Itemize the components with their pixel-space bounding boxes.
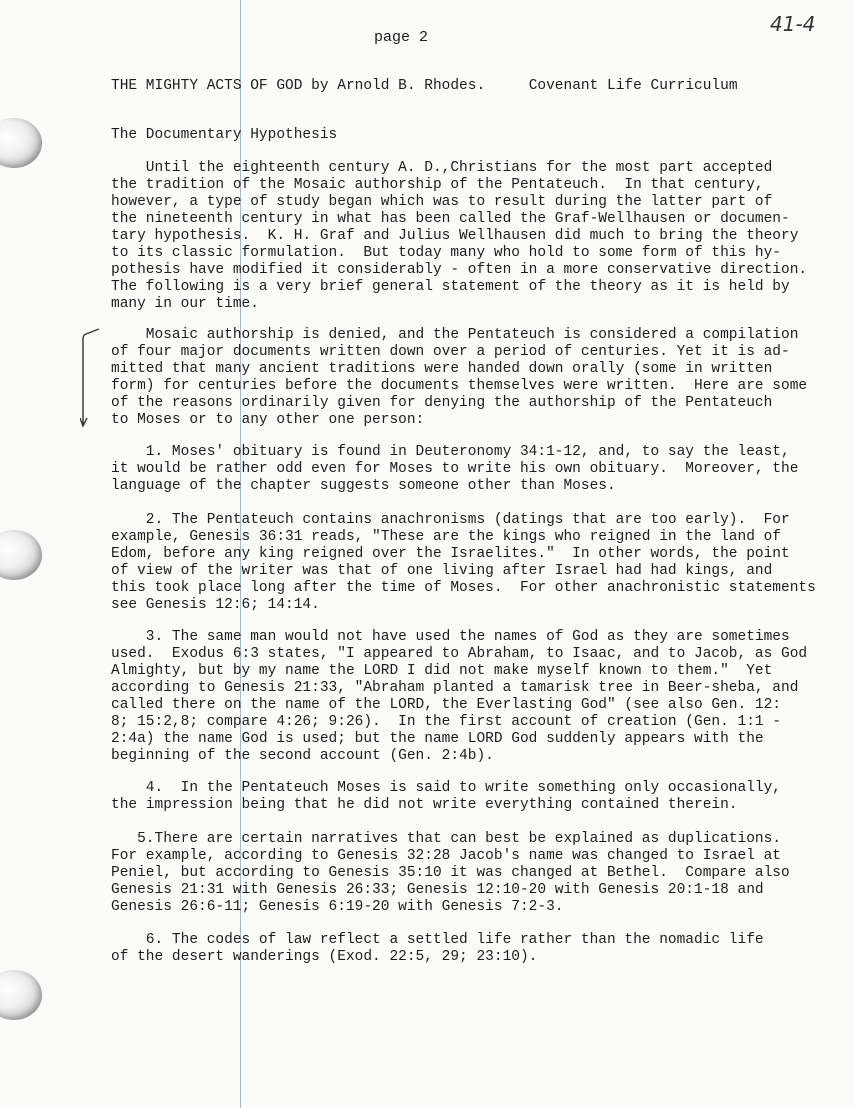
- text-line: 3. The same man would not have used the names of God as they are sometimes: [111, 629, 790, 645]
- paragraph: [111, 512, 816, 614]
- text-line: beginning of the second account (Gen. 2:4b).: [111, 748, 494, 764]
- text-line: 8; 15:2,8; compare 4:26; 9:26). In the first account of creation (Gen. 1:1 -: [111, 714, 782, 730]
- text-line: Edom, before any king reigned over the Israelites." In other words, the point: [111, 546, 790, 562]
- text-line: the tradition of the Mosaic authorship of the Pentateuch. In that century,: [111, 177, 764, 193]
- punch-hole-middle: [0, 530, 42, 580]
- text-line: of four major documents written down over a period of centuries. Yet it is ad-: [111, 344, 790, 360]
- text-line: 2. The Pentateuch contains anachronisms (datings that are too early). For: [111, 512, 790, 528]
- text-line: to Moses or to any other one person:: [111, 412, 425, 428]
- section-title: The Documentary Hypothesis: [111, 127, 338, 143]
- text-line: the nineteenth century in what has been called the Graf-Wellhausen or documen-: [111, 211, 790, 227]
- text-line: Genesis 21:31 with Genesis 26:33; Genesis 12:10-20 with Genesis 20:1-18 and: [111, 882, 764, 898]
- text-line: 4. In the Pentateuch Moses is said to write something only occasionally,: [111, 780, 782, 796]
- text-line: Peniel, but according to Genesis 35:10 it was changed at Bethel. Compare also: [111, 865, 790, 881]
- handwritten-bracket: [80, 326, 100, 431]
- text-line: form) for centuries before the documents themselves were written. Here are some: [111, 378, 808, 394]
- paragraph: [111, 160, 808, 313]
- header-title: THE MIGHTY ACTS OF GOD by Arnold B. Rhodes.: [111, 78, 486, 94]
- paragraph: [111, 629, 808, 765]
- header-series: Covenant Life Curriculum: [528, 78, 738, 94]
- text-line: however, a type of study began which was to result during the latter part of: [111, 194, 773, 210]
- text-line: language of the chapter suggests someone other than Moses.: [111, 478, 616, 494]
- text-line: mitted that many ancient traditions were handed down orally (some in written: [111, 361, 773, 377]
- text-line: this took place long after the time of Moses. For other anachronistic statements: [111, 580, 816, 596]
- text-line: it would be rather odd even for Moses to write his own obituary. Moreover, the: [111, 461, 799, 477]
- text-line: many in our time.: [111, 296, 259, 312]
- text-line: used. Exodus 6:3 states, "I appeared to Abraham, to Isaac, and to Jacob, as God: [111, 646, 808, 662]
- text-line: For example, according to Genesis 32:28 Jacob's name was changed to Israel at: [111, 848, 782, 864]
- text-line: 1. Moses' obituary is found in Deuteronomy 34:1-12, and, to say the least,: [111, 444, 790, 460]
- text-line: Until the eighteenth century A. D.,Christians for the most part accepted: [111, 160, 773, 176]
- paragraph: [111, 831, 791, 916]
- document-header: [111, 78, 738, 94]
- paragraph: [111, 780, 791, 814]
- paragraph: [111, 932, 791, 966]
- text-line: 6. The codes of law reflect a settled life rather than the nomadic life: [111, 932, 764, 948]
- text-line: The following is a very brief general statement of the theory as it is held by: [111, 279, 790, 295]
- page-number: page 2: [374, 29, 429, 46]
- text-line: 5.There are certain narratives that can best be explained as duplications.: [111, 831, 782, 847]
- text-line: of the desert wanderings (Exod. 22:5, 29; 23:10).: [111, 949, 538, 965]
- text-line: Genesis 26:6-11; Genesis 6:19-20 with Genesis 7:2-3.: [111, 899, 564, 915]
- text-line: 2:4a) the name God is used; but the name LORD God suddenly appears with the: [111, 731, 764, 747]
- text-line: tary hypothesis. K. H. Graf and Julius Wellhausen did much to bring the theory: [111, 228, 799, 244]
- text-line: according to Genesis 21:33, "Abraham planted a tamarisk tree in Beer-sheba, and: [111, 680, 799, 696]
- text-line: of the reasons ordinarily given for denying the authorship of the Pentateuch: [111, 395, 773, 411]
- paragraph: [111, 444, 799, 495]
- text-line: see Genesis 12:6; 14:14.: [111, 597, 320, 613]
- text-line: of view of the writer was that of one living after Israel had had kings, and: [111, 563, 773, 579]
- corner-annotation: 41-4: [770, 12, 816, 36]
- text-line: to its classic formulation. But today many who hold to some form of this hy-: [111, 245, 782, 261]
- text-line: the impression being that he did not write everything contained therein.: [111, 797, 738, 813]
- text-line: Mosaic authorship is denied, and the Pentateuch is considered a compilation: [111, 327, 799, 343]
- text-line: pothesis have modified it considerably - often in a more conservative direction.: [111, 262, 808, 278]
- punch-hole-bottom: [0, 970, 42, 1020]
- text-line: called there on the name of the LORD, the Everlasting God" (see also Gen. 12:: [111, 697, 782, 713]
- punch-hole-top: [0, 118, 42, 168]
- text-line: Almighty, but by my name the LORD I did not make myself known to them." Yet: [111, 663, 773, 679]
- text-line: example, Genesis 36:31 reads, "These are the kings who reigned in the land of: [111, 529, 782, 545]
- paragraph: [111, 327, 808, 429]
